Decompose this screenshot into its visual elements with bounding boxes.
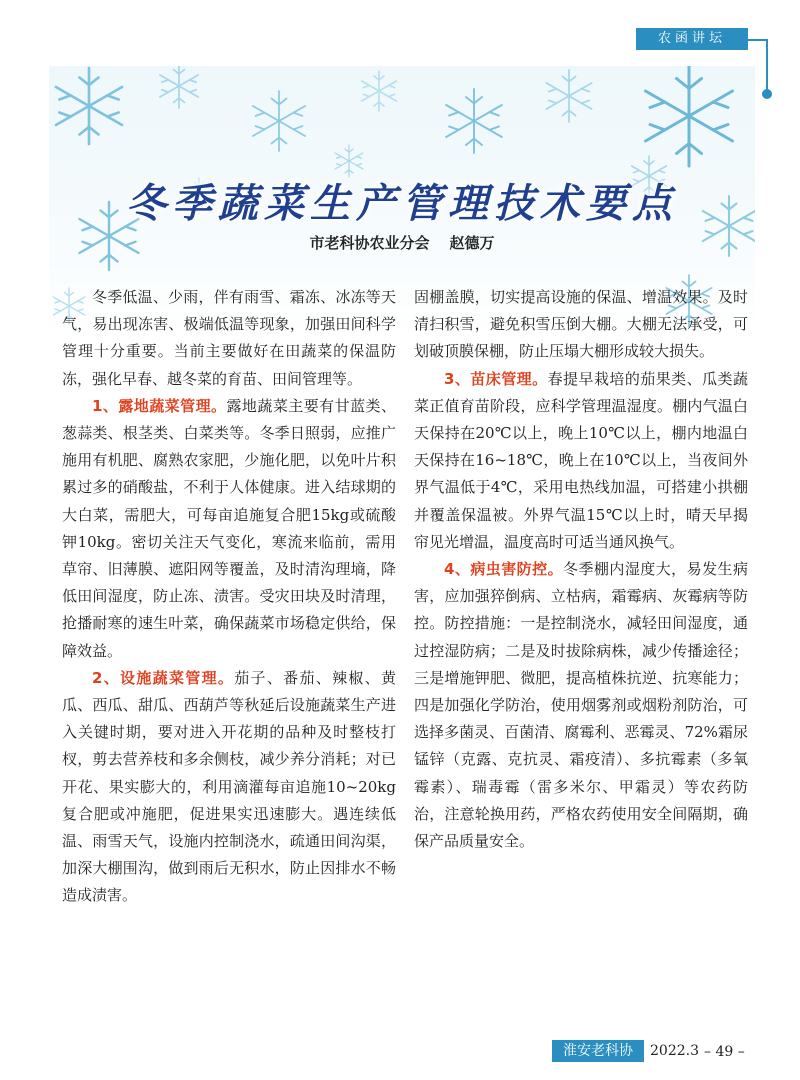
snowflake-icon — [362, 71, 397, 111]
snowflake-icon — [446, 89, 502, 153]
right-column — [414, 284, 748, 855]
section-1-text: 露地蔬菜主要有甘蓝类、葱蒜类、根茎类、白菜类等。冬季日照弱，应推广施用有机肥、腐熟农家肥，少施化肥，以免叶片积累过多的硝酸盐，不利于人体健康。进入结球期的大白菜，需肥大，可每亩追施复合肥15kg或硫酸钾10kg。密切关注天气变化，寒流来临前，需用草帘、旧薄膜、遮阳网等覆盖，及时清沟理墒，降低田间湿度，防止冻、渍害。受灾田块及时清理，抢播耐寒的速生叶菜，确保蔬菜市场稳定供给，保障效益。 — [62, 396, 396, 660]
issue-number: 2022.3 — [650, 1043, 699, 1059]
author-org: 市老科协农业分会 — [309, 234, 430, 252]
section-3-paragraph — [414, 366, 748, 556]
snowflake-icon — [56, 68, 122, 144]
tab-vertical-line — [766, 39, 768, 91]
journal-name: 淮安老科协 — [552, 1040, 644, 1062]
tab-connector-line — [748, 39, 766, 41]
section-3-heading: 3、苗床管理。 — [444, 369, 548, 388]
section-4-text: 冬季棚内湿度大，易发生病害，应加强猝倒病、立枯病，霜霉病、灰霉病等防控。防控措施：一是控制浇水，减轻田间湿度，通过控湿防病；二是及时拔除病株，减少传播途径；三是增施钾肥、微肥，提高植株抗逆、抗寒能力；四是加强化学防治，使用烟雾剂或烟粉剂防治，可选择多菌灵、百菌清、腐霉利、恶霉灵、72%霜尿锰锌（克露、克抗灵、霜疫清）、多抗霉素（多氧霉素）、瑞毒霉（雷多米尔、甲霜灵）等农药防治，注意轮换用药，严格农药使用安全间隔期，确保产品质量安全。 — [414, 560, 748, 851]
snowflake-icon — [160, 66, 198, 108]
section-2-paragraph — [62, 665, 396, 910]
page-number: – 49 – — [704, 1044, 745, 1060]
section-2-text: 茄子、番茄、辣椒、黄瓜、西瓜、甜瓜、西葫芦等秋延后设施蔬菜生产进入关键时期，要对进入开花期的品种及时整枝打杈，剪去营养枝和多余侧枝，减少养分消耗；对已开花、果实膨大的，利用滴灌每亩追施10~20kg复合肥或冲施肥，促进果实迅速膨大。遇连续低温、雨雪天气，设施内控制浇水，疏通田间沟渠，加深大棚围沟，做到雨后无积水，防止因排水不畅造成渍害。 — [62, 668, 396, 905]
section-2-heading: 2、设施蔬菜管理。 — [92, 668, 235, 687]
byline — [49, 232, 755, 253]
section-4-paragraph — [414, 556, 748, 855]
snowflake-icon — [646, 66, 733, 166]
section-1-paragraph — [62, 393, 396, 665]
section-2-continued: 固棚盖膜，切实提高设施的保温、增温效果。及时清扫积雪，避免积雪压倒大棚。大棚无法承受，可划破顶膜保棚，防止压塌大棚形成较大损失。 — [414, 288, 748, 361]
tab-dot — [762, 89, 772, 99]
section-4-heading: 4、病虫害防控。 — [444, 560, 564, 579]
snowflake-icon — [253, 91, 305, 151]
column-tag: 农函讲坛 — [636, 28, 748, 50]
article-title: 冬季蔬菜生产管理技术要点 — [126, 181, 678, 227]
intro-paragraph: 冬季低温、少雨，伴有雨雪、霜冻、冰冻等天气，易出现冻害、极端低温等现象，加强田间科学管理十分重要。当前主要做好在田蔬菜的保温防冻，强化早春、越冬菜的育苗、田间管理等。 — [62, 288, 396, 388]
snowflake-icon — [546, 70, 591, 122]
section-3-text: 春提早栽培的茄果类、瓜类蔬菜正值育苗阶段，应科学管理温湿度。棚内气温白天保持在20℃以上，晚上10℃以上，棚内地温白天保持在16~18℃，晚上在10℃以上，当夜间外界气温低于4℃，采用电热线加温，可搭建小拱棚并覆盖保温被。外界气温15℃以上时，晴天早揭帘见光增温，温度高时可适当通风换气。 — [414, 369, 748, 551]
left-column — [62, 284, 396, 910]
section-1-heading: 1、露地蔬菜管理。 — [92, 396, 227, 415]
author-name: 赵德万 — [449, 234, 495, 252]
